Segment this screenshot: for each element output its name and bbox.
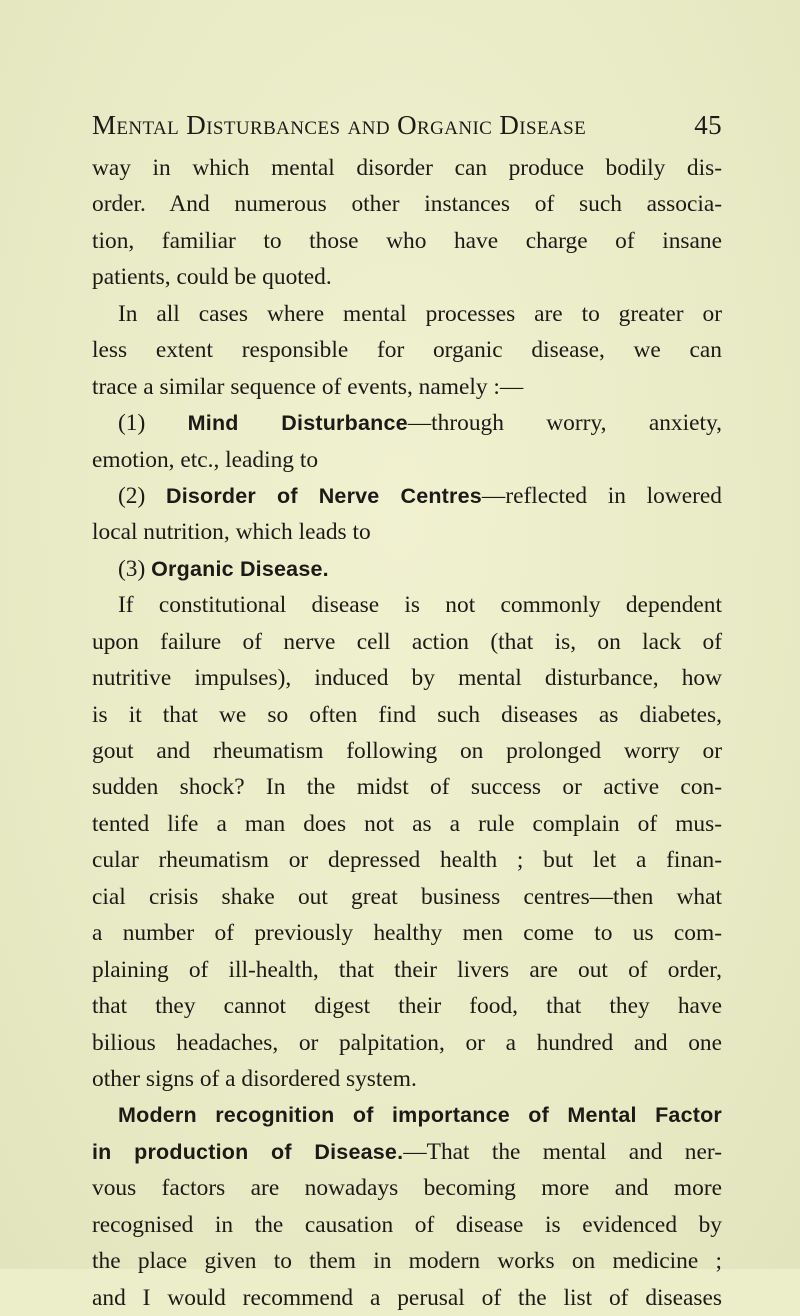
line-text: If constitutional disease is not commonly dependent — [118, 592, 722, 619]
line-text: sudden shock? In the midst of success or active con- — [92, 774, 722, 801]
line-text: nutritive impulses), induced by mental disturbance, how — [92, 665, 722, 692]
body-text — [92, 150, 722, 1316]
text-line — [92, 842, 722, 878]
bold-heading-text: Organic Disease. — [151, 556, 329, 581]
text-line — [92, 1280, 722, 1316]
line-text: patients, could be quoted. — [92, 264, 332, 291]
text-line — [92, 1170, 722, 1206]
line-text: gout and rheumatism following on prolonged worry or — [92, 738, 722, 764]
bold-heading-text: in production of Disease. — [92, 1139, 404, 1164]
text-line — [92, 660, 722, 696]
line-text: local nutrition, which leads to — [92, 519, 371, 546]
line-text: way in which mental disorder can produce bodily dis- — [92, 155, 722, 181]
text-line — [92, 1134, 722, 1170]
text-line — [92, 769, 722, 805]
text-line — [92, 223, 722, 259]
line-text: —reflected in lowered — [481, 482, 723, 509]
line-text: and I would recommend a perusal of the list of diseases — [92, 1284, 722, 1311]
line-text: upon failure of nerve cell action (that is, on lack of — [92, 628, 722, 655]
line-text: trace a similar sequence of events, namely :— — [92, 373, 524, 400]
text-line — [92, 369, 722, 405]
line-text: vous factors are nowadays becoming more and more — [92, 1175, 722, 1202]
line-text: emotion, etc., leading to — [92, 446, 319, 473]
text-line — [92, 697, 722, 733]
text-line — [92, 1025, 722, 1061]
text-line — [92, 624, 722, 660]
bold-heading-text: Disorder of Nerve Centres — [165, 483, 482, 508]
running-title: Mental Disturbances and Organic Disease — [92, 110, 587, 140]
line-text: In all cases where mental processes are to greater or — [118, 300, 722, 327]
line-text: less extent responsible for organic disease, we can — [92, 337, 722, 364]
text-line — [92, 988, 722, 1024]
running-header — [92, 110, 722, 144]
text-line — [92, 1097, 722, 1133]
line-text: order. And numerous other instances of such associa- — [92, 191, 722, 218]
text-line — [92, 1243, 722, 1279]
text-line — [92, 952, 722, 988]
line-text: —That the mental and ner- — [403, 1138, 722, 1165]
line-text: other signs of a disordered system. — [92, 1065, 417, 1092]
text-line — [92, 806, 722, 842]
text-line — [92, 150, 722, 186]
text-line — [92, 879, 722, 915]
line-text: recognised in the causation of disease is evidenced by — [92, 1211, 722, 1238]
text-line — [92, 1061, 722, 1097]
text-line — [92, 186, 722, 222]
text-line — [92, 1207, 722, 1243]
text-line — [92, 442, 722, 478]
text-line — [92, 405, 722, 441]
text-line — [92, 733, 722, 769]
text-line — [92, 915, 722, 951]
line-text: cular rheumatism or depressed health ; but let a finan- — [92, 847, 722, 874]
line-text: tion, familiar to those who have charge of insane — [92, 227, 722, 254]
bold-heading-text: Modern recognition of importance of Mental Factor — [118, 1103, 722, 1128]
line-text: (1) — [118, 410, 188, 437]
text-line — [92, 332, 722, 368]
line-text: is it that we so often find such diseases as diabetes, — [92, 701, 722, 728]
text-line — [92, 587, 722, 623]
line-text: (2) — [118, 482, 166, 509]
line-text: plaining of ill-health, that their livers are out of order, — [92, 956, 722, 983]
line-text: tented life a man does not as a rule complain of mus- — [92, 810, 722, 837]
text-line — [92, 551, 722, 587]
bold-heading-text: Mind Disturbance — [187, 411, 408, 436]
line-text: (3) — [118, 555, 152, 582]
line-text: the place given to them in modern works on medicine ; — [92, 1248, 722, 1275]
line-text: that they cannot digest their food, that they have — [92, 993, 722, 1020]
text-line — [92, 514, 722, 550]
line-text: bilious headaches, or palpitation, or a hundred and one — [92, 1029, 722, 1056]
line-text: cial crisis shake out great business centres—then what — [92, 883, 722, 910]
text-line — [92, 296, 722, 332]
page-number: 45 — [694, 110, 722, 140]
line-text: a number of previously healthy men come to us com- — [92, 920, 722, 947]
text-line — [92, 478, 722, 514]
line-text: —through worry, anxiety, — [407, 410, 723, 437]
text-line — [92, 259, 722, 295]
